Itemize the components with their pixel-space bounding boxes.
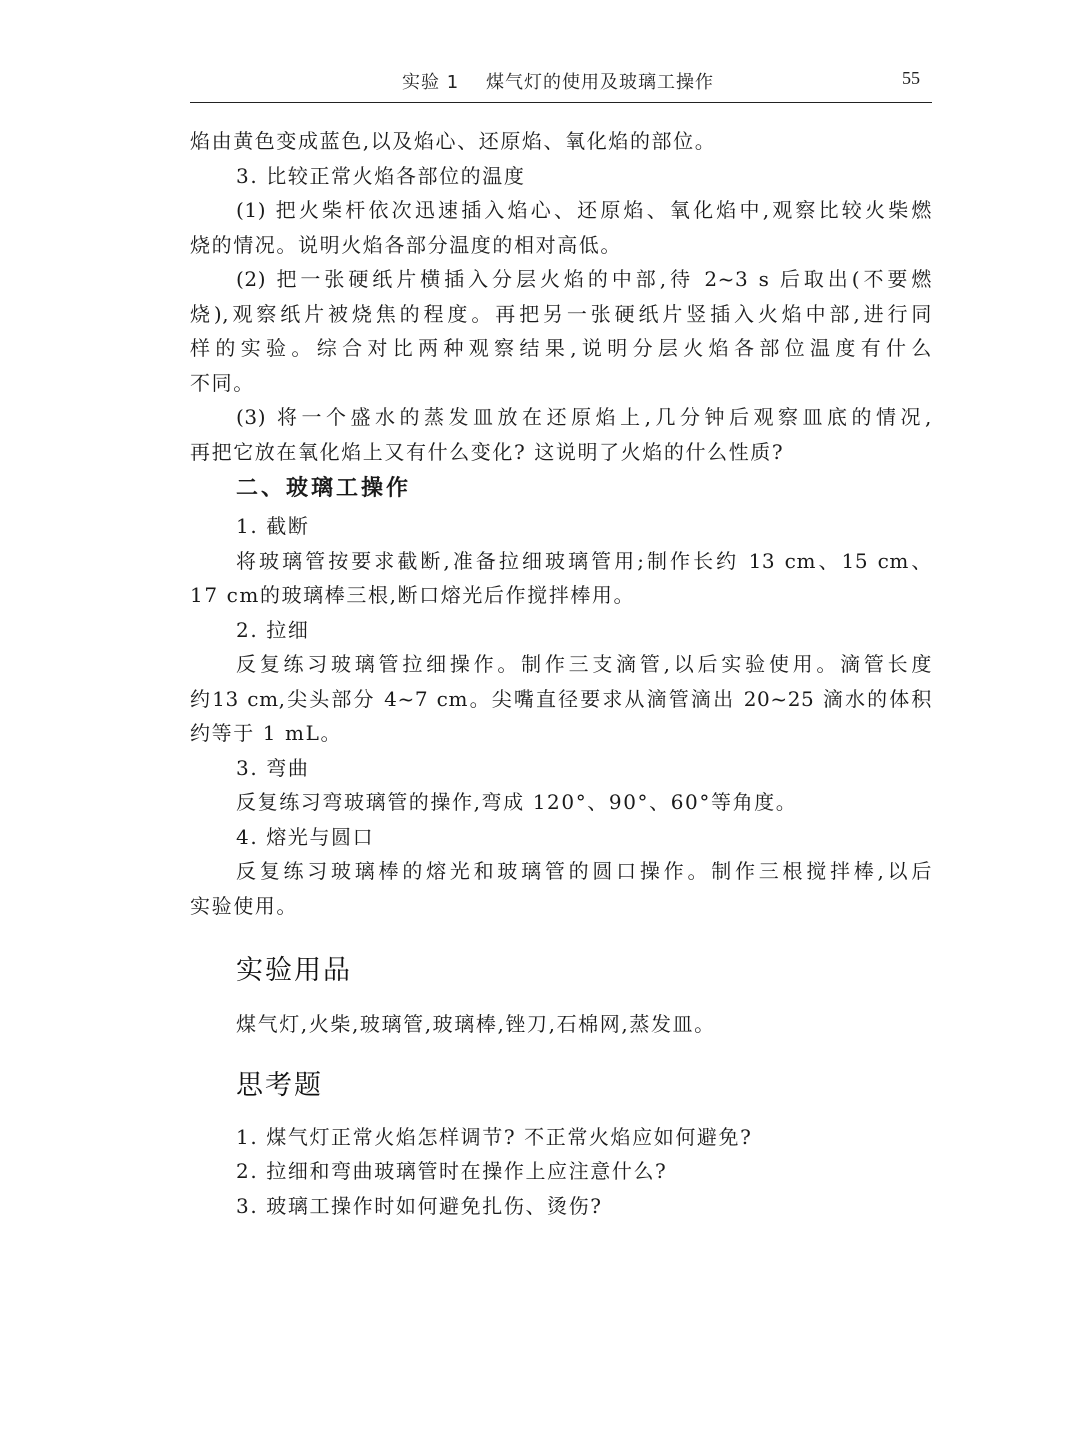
- paragraph-line: 再把它放在氧化焰上又有什么变化? 这说明了火焰的什么性质?: [190, 439, 785, 464]
- materials-list: 煤气灯,火柴,玻璃管,玻璃棒,锉刀,石棉网,蒸发皿。: [236, 1012, 716, 1036]
- paragraph-line: 反复练习玻璃棒的熔光和玻璃管的圆口操作。制作三根搅拌棒,以后: [236, 859, 932, 883]
- paragraph-line: 反复练习玻璃管拉细操作。制作三支滴管,以后实验使用。滴管长度: [236, 652, 932, 676]
- page-number: 55: [902, 68, 920, 88]
- page-body: [190, 124, 932, 1223]
- question-item: 1. 煤气灯正常火焰怎样调节? 不正常火焰应如何避免?: [236, 1124, 753, 1149]
- paragraph-line: 烧),观察纸片被烧焦的程度。再把另一张硬纸片竖插入火焰中部,进行同: [190, 301, 932, 326]
- subsection-title: 1. 截断: [236, 514, 310, 538]
- paragraph-line: (2) 把一张硬纸片横插入分层火焰的中部,待 2~3 s 后取出(不要燃: [236, 267, 932, 291]
- paragraph-line: 焰由黄色变成蓝色,以及焰心、还原焰、氧化焰的部位。: [190, 129, 717, 153]
- paragraph-line: (3) 将一个盛水的蒸发皿放在还原焰上,几分钟后观察皿底的情况,: [236, 405, 932, 429]
- paragraph-line: 烧的情况。说明火焰各部分温度的相对高低。: [190, 232, 622, 257]
- paragraph-line: 约13 cm,尖头部分 4~7 cm。尖嘴直径要求从滴管滴出 20~25 滴水的体积: [190, 686, 932, 711]
- paragraph-line: 约等于 1 mL。: [190, 721, 343, 745]
- subsection-title: 3. 比较正常火焰各部位的温度: [236, 163, 526, 188]
- paragraph-line: 样的实验。综合对比两种观察结果,说明分层火焰各部位温度有什么: [190, 336, 932, 360]
- paragraph-line: 不同。: [190, 370, 255, 395]
- materials-heading: 实验用品: [236, 955, 352, 986]
- subsection-title: 2. 拉细: [236, 617, 310, 642]
- subsection-title: 3. 弯曲: [236, 755, 310, 780]
- question-item: 2. 拉细和弯曲玻璃管时在操作上应注意什么?: [236, 1159, 668, 1183]
- section-heading-glass-work: 二、玻璃工操作: [236, 476, 412, 501]
- paragraph-line: 将玻璃管按要求截断,准备拉细玻璃管用;制作长约 13 cm、15 cm、: [236, 548, 932, 573]
- question-item: 3. 玻璃工操作时如何避免扎伤、烫伤?: [236, 1193, 603, 1218]
- questions-heading: 思考题: [236, 1069, 323, 1101]
- running-header: [190, 66, 932, 103]
- chapter-title: 实验 1 煤气灯的使用及玻璃工操作: [402, 72, 715, 93]
- paragraph-line: 17 cm的玻璃棒三根,断口熔光后作搅拌棒用。: [190, 583, 636, 607]
- paragraph-line: 反复练习弯玻璃管的操作,弯成 120°、90°、60°等角度。: [236, 790, 798, 814]
- paragraph-line: 实验使用。: [190, 893, 298, 918]
- paragraph-line: (1) 把火柴杆依次迅速插入焰心、还原焰、氧化焰中,观察比较火柴燃: [236, 198, 932, 222]
- subsection-title: 4. 熔光与圆口: [236, 824, 375, 849]
